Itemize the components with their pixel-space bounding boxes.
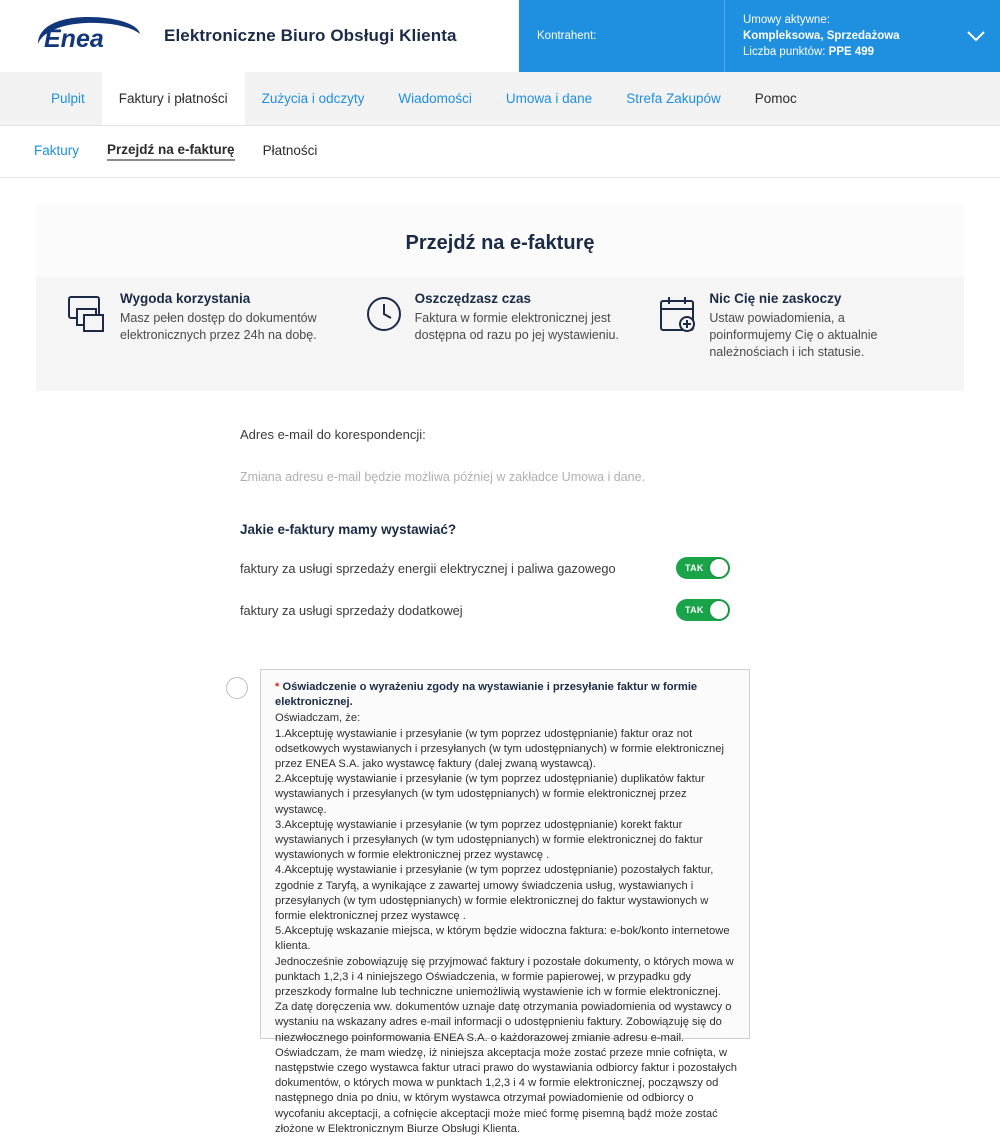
- page-content: [0, 204, 1000, 1135]
- consent-paragraph: Oświadczam, że mam wiedzę, iż niniejsza akceptacja może zostać przeze mnie cofnięta, w następstwie czego wystawca faktur utraci prawo do wystawiania odbiorcy faktur i pozostałych dokumentów, o których mowa w punktach 1,2,3 i 4 w formie elektronicznej, począwszy od następnego dnia po dniu, w którym wystawca otrzymał powiadomienie od odbiorcy o wycofaniu akceptacji, a cofnięcie akceptacji może mieć formę pisemną bądź może zostać złożone w Elektronicznym Biurze Obsługi Klienta.: [275, 1046, 738, 1135]
- consent-paragraph: Za datę doręczenia ww. dokumentów uznaje datę otrzymania powiadomienia od wystawcy o wystaniu na wskazany adres e-mail informacji o udostępnieniu faktury. Zobowiązuję się do niezwłocznego poinformowania ENEA S.A. o każdorazowej zmianie adresu e-mail.: [275, 1001, 732, 1044]
- nav-item-wiadomosci[interactable]: Wiadomości: [398, 91, 472, 106]
- feature-item: [647, 291, 942, 361]
- nav-item-pomoc[interactable]: Pomoc: [754, 91, 797, 106]
- subnav-item-przejdz-na-e-fakture[interactable]: Przejdź na e-fakturę: [107, 142, 235, 161]
- sub-navigation: [0, 126, 1000, 178]
- enea-logo: [34, 14, 142, 58]
- points-value: PPE 499: [828, 46, 875, 58]
- toggle-label: faktury za usługi sprzedaży energii elektrycznej i paliwa gazowego: [240, 560, 616, 576]
- subnav-item-platnosci[interactable]: Płatności: [262, 143, 318, 158]
- nav-item-strefa-zakupow[interactable]: Strefa Zakupów: [626, 91, 721, 106]
- consent-heading-text: Oświadczenie o wyrażeniu zgody na wystawianie i przesyłanie faktur w formie elektronicznej.: [275, 681, 698, 709]
- contracts-value: Kompleksowa, Sprzedażowa: [743, 30, 900, 42]
- toggle-state-text: TAK: [685, 563, 704, 573]
- toggle-state-text: TAK: [685, 605, 704, 615]
- clock-icon: [353, 291, 415, 333]
- toggle-energia[interactable]: [676, 557, 730, 579]
- toggle-row-energia: [240, 557, 730, 579]
- panel-title: Przejdź na e-fakturę: [36, 204, 964, 277]
- feature-title: Wygoda korzystania: [120, 291, 251, 306]
- nav-item-umowa-i-dane[interactable]: Umowa i dane: [505, 91, 593, 106]
- consent-text-box[interactable]: [260, 669, 750, 1135]
- contractor-block: [519, 0, 724, 72]
- consent-paragraph: 4.Akceptuję wystawianie i przesyłanie (w tym poprzez udostępnianie) pozostałych faktur, zgodnie z Taryfą, a wynikające z zawartej umowy świadczenia usług, wystawianych i przesyłanych (w tym udostępnianych) w formie elektronicznej do faktur wystawionych w formie elektronicznej przez wystawcę .: [275, 864, 714, 923]
- page-title: Elektroniczne Biuro Obsługi Klienta: [164, 26, 457, 45]
- question-label: Jakie e-faktury mamy wystawiać?: [240, 522, 457, 537]
- app-header: [0, 0, 1000, 72]
- consent-section: [0, 669, 1000, 1135]
- account-summary: [519, 0, 1000, 72]
- consent-paragraph: Jednocześnie zobowiązuję się przyjmować faktury i pozostałe dokumenty, o których mowa w punktach 1,2,3 i 4 niniejszego Oświadczenia, w formie papierowej, w przypadku gdy przeszkody formalne lub techniczne uniemożliwią wystawienie ich w formie elektronicznej.: [275, 955, 734, 999]
- required-marker: *: [275, 681, 280, 693]
- calendar-plus-icon: [647, 291, 709, 335]
- nav-item-zuzycia-i-odczyty[interactable]: Zużycia i odczyty: [261, 91, 365, 106]
- promo-panel: [36, 204, 964, 391]
- feature-text: Masz pełen dostęp do dokumentów elektronicznych przez 24h na dobę.: [120, 311, 317, 342]
- contracts-block: [724, 0, 952, 72]
- consent-paragraph: 5.Akceptuję wskazanie miejsca, w którym będzie widoczna faktura: e-bok/konto internetowe klienta.: [275, 925, 730, 953]
- feature-title: Nic Cię nie zaskoczy: [709, 291, 842, 306]
- nav-item-pulpit[interactable]: Pulpit: [51, 91, 85, 106]
- nav-item-faktury-i-platnosci[interactable]: Faktury i płatności: [102, 72, 245, 125]
- contractor-label: Kontrahent:: [537, 30, 597, 42]
- consent-paragraph: Oświadczam, że:: [275, 712, 361, 725]
- feature-title: Oszczędzasz czas: [414, 291, 531, 306]
- feature-item: [58, 291, 353, 361]
- email-label: Adres e-mail do korespondencji:: [240, 427, 426, 442]
- consent-paragraph: 1.Akceptuję wystawianie i przesyłanie (w tym poprzez udostępnianie) faktur oraz not odsetkowych wystawianych i przesyłanych (w tym udostępnianych) w formie elektronicznej przez ENEA S.A. jako wystawcę faktury (dalej zwaną wystawcą).: [275, 727, 724, 771]
- feature-text: Faktura w formie elektronicznej jest dostępna od razu po jej wystawieniu.: [414, 311, 619, 342]
- main-navigation: [0, 72, 1000, 126]
- toggle-dodatkowa[interactable]: [676, 599, 730, 621]
- consent-paragraph: 3.Akceptuję wystawianie i przesyłanie (w tym poprzez udostępnianie) korekt faktur wystawianych i przesyłanych (w tym udostępnianych) w formie elektronicznej do faktur wystawionych w formie elektronicznej przez wystawcę .: [275, 818, 703, 862]
- account-dropdown-toggle[interactable]: [952, 0, 1000, 72]
- consent-heading: [275, 680, 737, 710]
- toggle-knob: [710, 601, 728, 619]
- subnav-item-faktury[interactable]: Faktury: [34, 143, 80, 158]
- feature-text: Ustaw powiadomienia, a poinformujemy Cię o aktualnie należnościach i ich statusie.: [709, 311, 878, 359]
- toggle-knob: [710, 559, 728, 577]
- consent-paragraph: 2.Akceptuję wystawianie i przesyłanie (w tym poprzez udostępnianie) duplikatów faktur wystawianych i przesyłanych (w tym udostępnianych) w formie elektronicznej przez wystawcę.: [275, 773, 705, 816]
- feature-item: [353, 291, 648, 361]
- svg-text:Enea: Enea: [44, 25, 104, 53]
- monitor-documents-icon: [58, 291, 120, 333]
- contracts-label: Umowy aktywne:: [743, 14, 830, 26]
- toggle-label: faktury za usługi sprzedaży dodatkowej: [240, 602, 463, 618]
- chevron-down-icon: [967, 31, 985, 42]
- points-label: Liczba punktów:: [743, 46, 826, 58]
- efaktura-form: [0, 391, 1000, 621]
- toggle-row-dodatkowa: [240, 599, 730, 621]
- consent-checkbox[interactable]: [226, 677, 248, 699]
- feature-list: [36, 277, 964, 391]
- email-hint: Zmiana adresu e-mail będzie możliwa później w zakładce Umowa i dane.: [240, 470, 646, 484]
